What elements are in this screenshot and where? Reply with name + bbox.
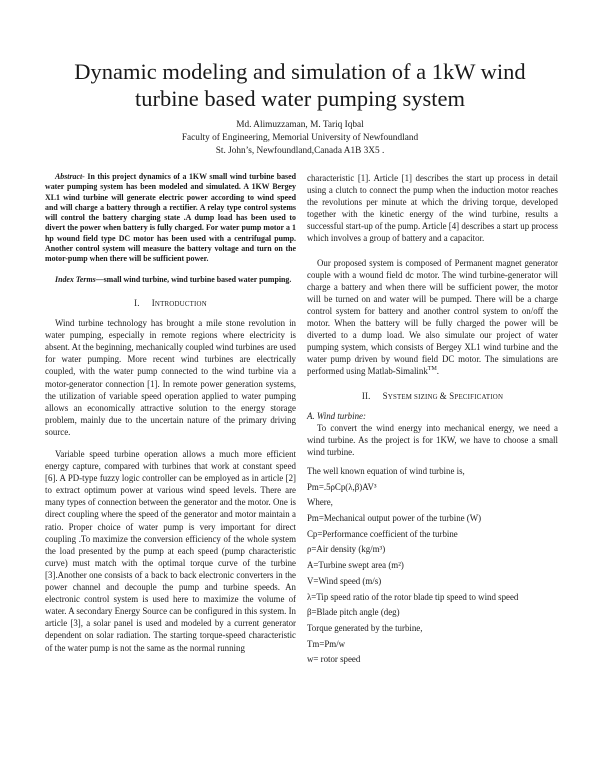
author-block <box>40 119 560 158</box>
section-2-heading: II. SYSTEM SIZING & SPECIFICATION <box>361 390 504 401</box>
right-paragraph-2: Our proposed system is composed of Permanent magnet generator couple with a wound field dc motor. The wind turbine-generator will charge a battery and when there will be sufficient power, the motor will be turned on and water will be pumped. There will be a charge control system for battery and another control system to on/off the motor. When the battery will be fully charged the power will be diverted to a dump load. We also simulate our project of water pumping system, which consists of Bergey XL1 wind turbine and the water pump driven by wound field DC motor. The simulations are performed using Matlab-Simalink™. <box>307 257 558 377</box>
def-lambda: λ=Tip speed ratio of the rotor blade tip speed to wind speed <box>307 591 519 602</box>
trademark-mark: TM <box>427 366 437 373</box>
author-address: St. John’s, Newfoundland,Canada A1B 3X5 . <box>215 146 385 156</box>
power-equation: Pm=.5ρCp(λ,β)AV³ <box>307 481 377 492</box>
author-affiliation: Faculty of Engineering, Memorial University of Newfoundland <box>181 133 419 143</box>
equation-intro: The well known equation of wind turbine is, <box>307 465 465 476</box>
intro-paragraph-2: Variable speed turbine operation allows a much more efficient energy capture, compared with turbines that work at constant speed [6]. A PD-type fuzzy logic controller can be employed as in article [2] to extract optimum power at various wind speed levels. There are many types of connection between the generator and the motor. One is direct coupling where the speed of the generator and motor maintain a ratio. Proper choice of water pump is very important for direct coupling .To maximize the conversion efficiency of the whole system the load presented by the pump at each speed (pump characteristic curve) must match with the optimal torque curve of the turbine [3].Another one consists of a back to back electronic converters in the power channel and decouple the pump and turbine speeds. An electronic control system is used here to maximize the volume of water. A secondary Energy Source can be configured in this system. In article [3], a solar panel is used and modeled by a current generator dependent on solar radiation. The starting torque-speed characteristic of the water pump is not the same as the normal running <box>45 449 296 653</box>
index-terms <box>45 275 296 285</box>
right-paragraph-1: characteristic [1]. Article [1] describes the start up process in detail using a clutch to connect the pump when the induction motor reaches the revolutions per minute at which the driving torque, developed together with the kinetic energy of the wind turbine, results a successful start-up of the pump. Article [4] describes a start up process which involves a group of battery and a capacitor. <box>307 173 558 244</box>
def-wind-speed: V=Wind speed (m/s) <box>307 575 382 586</box>
abstract <box>45 172 296 265</box>
def-rho: ρ=Air density (kg/m³) <box>307 544 386 555</box>
abstract-label: Abstract- <box>55 172 85 181</box>
left-column <box>45 172 296 654</box>
index-terms-text: —small wind turbine, wind turbine based water pumping. <box>95 274 292 284</box>
right-column <box>307 172 558 668</box>
def-area: A=Turbine swept area (m²) <box>307 560 404 571</box>
def-rotor-speed: w= rotor speed <box>307 654 361 665</box>
abstract-text: In this project dynamics of a 1KW small wind turbine based water pumping system has been modeled and simulated. A 1KW Bergey XL1 wind turbine will generate electric power according to wind speed and will charge a battery through a rectifier. A relay type control systems will control the battery charging state .A dump load has been used to divert the power when battery is fully charged. For water pump motor a 1 hp wound field type DC motor has been used with a centrifugal pump. Another control system will measure the battery voltage and turn on the motor-pump when there will be sufficient power. <box>45 172 296 264</box>
intro-paragraph-1: Wind turbine technology has brought a mile stone revolution in water pumping, especially in remote regions where electricity is absent. At the beginning, mechanically coupled wind turbines are used for water pumping. More recent wind turbines are electrically coupled, with the water pump connected to the wind turbine via a motor-generator connection [1]. In remote power generation systems, the utilization of variable speed operation applied to water pumping allows an economically attractive solution to the energy storage problem, mainly due to the uncertain nature of the primary driving source. <box>45 318 296 437</box>
section-1-heading: I. INTRODUCTION <box>134 297 207 308</box>
def-cp: Cp=Performance coefficient of the turbine <box>307 528 458 539</box>
def-beta: β=Blade pitch angle (deg) <box>307 607 400 618</box>
torque-equation: Tm=Pm/w <box>307 638 346 649</box>
paper-title: Dynamic modeling and simulation of a 1kW wind turbine based water pumping system <box>74 59 526 111</box>
def-pm: Pm=Mechanical output power of the turbine (W) <box>307 513 482 524</box>
subsection-a-heading: A. Wind turbine: <box>307 410 366 421</box>
author-names: Md. Alimuzzaman, M. Tariq Iqbal <box>236 120 364 130</box>
index-terms-label: Index Terms <box>55 274 96 284</box>
where-label: Where, <box>307 497 333 508</box>
torque-intro: Torque generated by the turbine, <box>307 623 423 633</box>
wind-turbine-intro: To convert the wind energy into mechanical energy, we need a wind turbine. As the project is for 1KW, we have to choose a small wind turbine. <box>307 422 558 457</box>
